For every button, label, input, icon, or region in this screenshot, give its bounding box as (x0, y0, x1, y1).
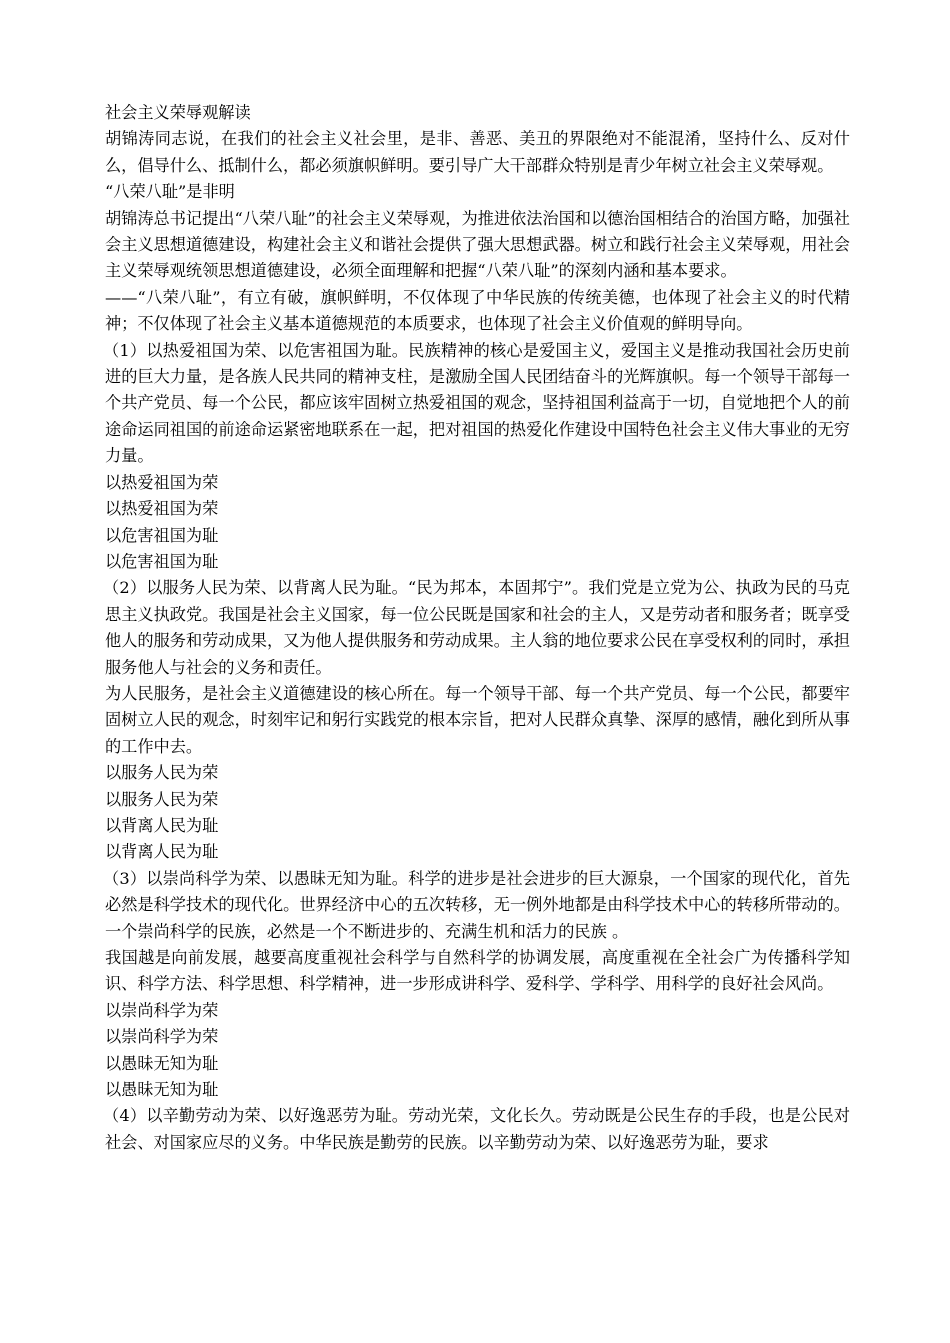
paragraph: 胡锦涛总书记提出“八荣八耻”的社会主义荣辱观，为推进依法治国和以德治国相结合的治国方略，加强社会主义思想道德建设，构建社会主义和谐社会提供了强大思想武器。树立和践行社会主义荣辱观，用社会主义荣辱观统领思想道德建设，必须全面理解和把握“八荣八耻”的深刻内涵和基本要求。 (105, 208, 850, 281)
motto-line: 以服务人民为荣 (105, 763, 219, 783)
motto-line: 以背离人民为耻 (105, 815, 219, 835)
motto-line: 以崇尚科学为荣 (105, 1027, 219, 1047)
motto-line: 以愚昧无知为耻 (105, 1053, 219, 1073)
document-title: 社会主义荣辱观解读 (105, 103, 251, 122)
paragraph: （2）以服务人民为荣、以背离人民为耻。“民为邦本，本固邦宁”。我们党是立党为公、执政为民的马克思主义执政党。我国是社会主义国家，每一位公民既是国家和社会的主人，又是劳动者和服务者；既享受他人的服务和劳动成果，又为他人提供服务和劳动成果。主人翁的地位要求公民在享受权利的同时，承担服务他人与社会的义务和责任。 (103, 578, 850, 677)
motto-line: 以愚昧无知为耻 (105, 1080, 219, 1100)
motto-line: 以热爱祖国为荣 (105, 499, 219, 519)
motto-line: 以危害祖国为耻 (105, 551, 219, 571)
motto-line: 以服务人民为荣 (105, 789, 219, 809)
paragraph: ——“八荣八耻”，有立有破，旗帜鲜明，不仅体现了中华民族的传统美德，也体现了社会主义的时代精神；不仅体现了社会主义基本道德规范的本质要求，也体现了社会主义价值观的鲜明导向。 (105, 287, 850, 334)
section-heading: “八荣八耻”是非明 (105, 182, 235, 202)
motto-line: 以背离人民为耻 (105, 842, 219, 862)
motto-line: 以热爱祖国为荣 (105, 472, 219, 492)
document-page (105, 100, 850, 1156)
paragraph: （4）以辛勤劳动为荣、以好逸恶劳为耻。劳动光荣，文化长久。劳动既是公民生存的手段，也是公民对社会、对国家应尽的义务。中华民族是勤劳的民族。以辛勤劳动为荣、以好逸恶劳为耻，要求 (103, 1106, 850, 1152)
motto-line: 以崇尚科学为荣 (105, 1000, 219, 1020)
paragraph: 胡锦涛同志说，在我们的社会主义社会里，是非、善恶、美丑的界限绝对不能混淆，坚持什么、反对什么，倡导什么、抵制什么，都必须旗帜鲜明。要引导广大干部群众特别是青少年树立社会主义荣辱观。 (105, 129, 850, 175)
paragraph: （3）以崇尚科学为荣、以愚昧无知为耻。科学的进步是社会进步的巨大源泉，一个国家的现代化，首先必然是科学技术的现代化。世界经济中心的五次转移，无一例外地都是由科学技术中心的转移所带动的。一个崇尚科学的民族，必然是一个不断进步的、充满生机和活力的民族 。 (103, 868, 850, 941)
paragraph: （1）以热爱祖国为荣、以危害祖国为耻。民族精神的核心是爱国主义，爱国主义是推动我国社会历史前进的巨大力量，是各族人民共同的精神支柱，是激励全国人民团结奋斗的光辉旗帜。每一个领导干部每一个共产党员、每一个公民，都应该牢固树立热爱祖国的观念，坚持祖国利益高于一切，自觉地把个人的前途命运同祖国的前途命运紧密地联系在一起，把对祖国的热爱化作建设中国特色社会主义伟大事业的无穷力量。 (103, 340, 850, 466)
motto-line: 以危害祖国为耻 (105, 525, 219, 545)
paragraph: 我国越是向前发展，越要高度重视社会科学与自然科学的协调发展，高度重视在全社会广为传播科学知识、科学方法、科学思想、科学精神，进一步形成讲科学、爱科学、学科学、用科学的良好社会风尚。 (105, 948, 850, 994)
paragraph: 为人民服务，是社会主义道德建设的核心所在。每一个领导干部、每一个共产党员、每一个公民，都要牢固树立人民的观念，时刻牢记和躬行实践党的根本宗旨，把对人民群众真挚、深厚的感情，融化到所从事的工作中去。 (105, 683, 850, 756)
